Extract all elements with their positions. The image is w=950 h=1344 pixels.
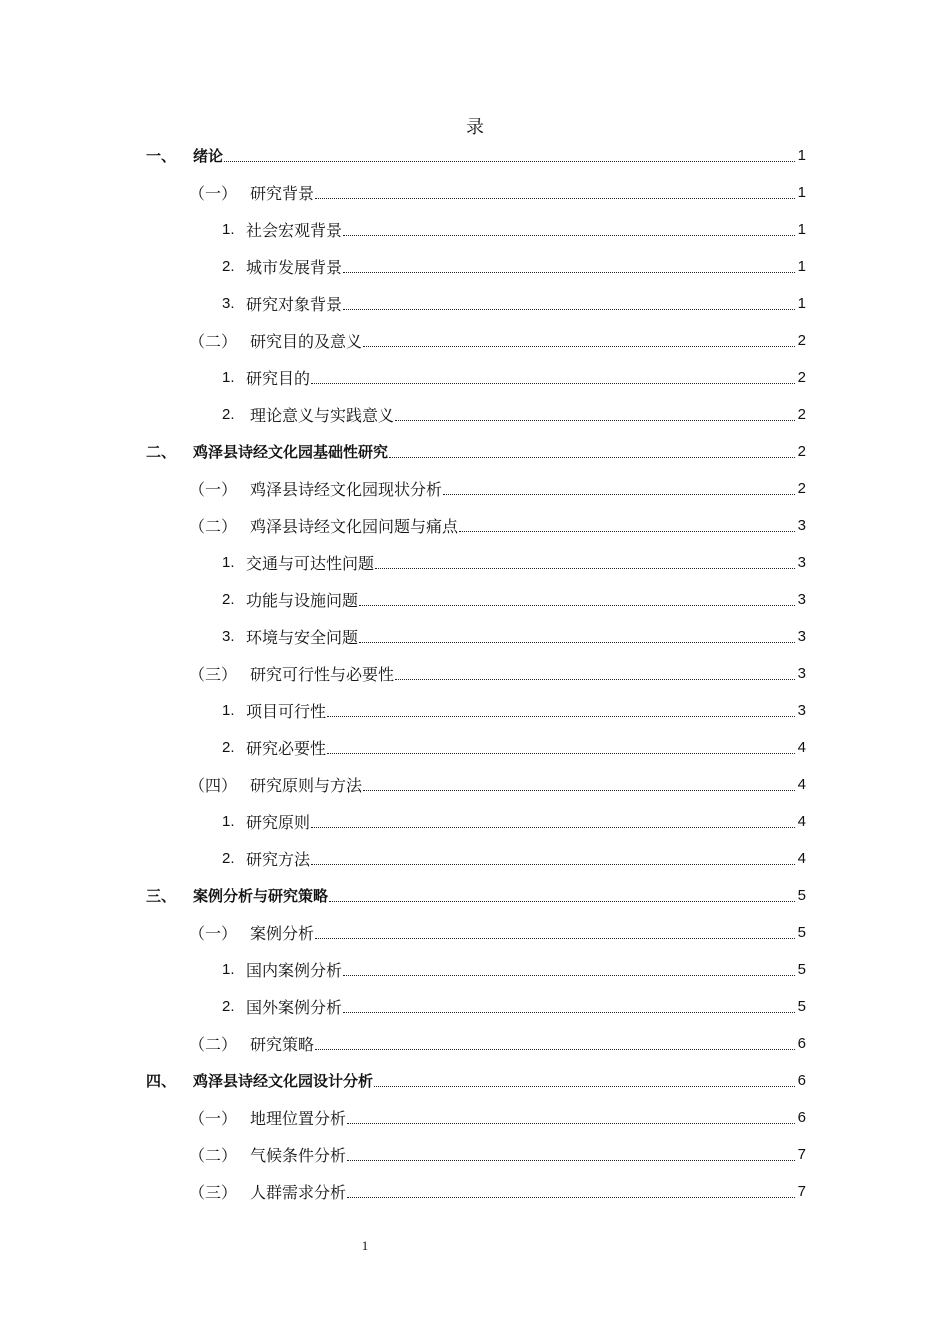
dot-leader [343,309,795,310]
toc-entry-label: 气候条件分析 [250,1146,347,1165]
dot-leader [359,605,795,606]
toc-entry-label: 绪论 [193,147,224,165]
toc-entry-level2[interactable] [0,914,950,951]
dot-leader [443,494,795,495]
toc-list [0,137,950,1210]
toc-entry-label: 研究原则 [246,813,311,832]
toc-entry-level3[interactable] [0,285,950,322]
toc-entry-page: 2 [797,369,806,386]
toc-entry-level1[interactable] [0,433,950,470]
toc-entry-page: 3 [797,517,806,534]
toc-entry-page: 4 [797,850,806,867]
toc-entry-level2[interactable] [0,507,950,544]
toc-entry-level2[interactable] [0,470,950,507]
dot-leader [315,198,795,199]
toc-entry-number: 1. [222,961,235,978]
dot-leader [347,1160,795,1161]
dot-leader [363,790,795,791]
toc-entry-number: 2. [222,739,235,756]
toc-entry-level2[interactable] [0,1099,950,1136]
toc-entry-label: 功能与设施问题 [246,591,359,610]
toc-entry-number: （一） [189,184,238,203]
toc-entry-level1[interactable] [0,877,950,914]
toc-entry-page: 5 [797,961,806,978]
dot-leader [395,420,795,421]
toc-entry-number: （一） [189,480,238,499]
toc-entry-label: 研究可行性与必要性 [250,665,395,684]
toc-entry-label: 社会宏观背景 [246,221,343,240]
toc-entry-label: 环境与安全问题 [246,628,359,647]
toc-entry-label: 城市发展背景 [246,258,343,277]
toc-entry-number: 2. [222,258,235,275]
toc-entry-number: （四） [189,776,238,795]
toc-entry-page: 7 [797,1183,806,1200]
dot-leader [311,383,795,384]
toc-entry-level3[interactable] [0,803,950,840]
toc-entry-page: 1 [797,295,806,312]
dot-leader [315,1049,795,1050]
toc-entry-level3[interactable] [0,988,950,1025]
toc-entry-page: 5 [797,887,806,904]
toc-entry-page: 3 [797,665,806,682]
toc-entry-number: 2. [222,998,235,1015]
toc-entry-label: 案例分析 [250,924,315,943]
toc-entry-level3[interactable] [0,396,950,433]
toc-entry-page: 6 [797,1035,806,1052]
dot-leader [459,531,795,532]
toc-entry-page: 2 [797,443,806,460]
dot-leader [329,901,795,902]
toc-entry-level2[interactable] [0,766,950,803]
toc-entry-label: 研究目的及意义 [250,332,363,351]
toc-entry-page: 3 [797,554,806,571]
toc-entry-level3[interactable] [0,729,950,766]
toc-entry-label: 项目可行性 [246,702,327,721]
dot-leader [311,864,795,865]
dot-leader [343,272,795,273]
toc-entry-number: 四、 [146,1072,177,1090]
toc-entry-page: 5 [797,998,806,1015]
dot-leader [375,568,795,569]
toc-entry-page: 6 [797,1109,806,1126]
dot-leader [347,1123,795,1124]
toc-entry-number: （一） [189,1109,238,1128]
toc-entry-number: 2. [222,850,235,867]
toc-entry-page: 4 [797,776,806,793]
toc-entry-page: 1 [797,221,806,238]
toc-entry-level2[interactable] [0,1173,950,1210]
toc-entry-label: 研究原则与方法 [250,776,363,795]
toc-entry-page: 1 [797,147,806,164]
dot-leader [347,1197,795,1198]
toc-entry-number: （二） [189,1035,238,1054]
dot-leader [327,753,795,754]
toc-entry-label: 地理位置分析 [250,1109,347,1128]
dot-leader [343,235,795,236]
toc-entry-level3[interactable] [0,248,950,285]
dot-leader [374,1086,795,1087]
toc-entry-number: （三） [189,665,238,684]
toc-entry-label: 研究背景 [250,184,315,203]
toc-entry-number: 二、 [146,443,177,461]
dot-leader [315,938,795,939]
toc-entry-page: 4 [797,739,806,756]
toc-entry-level2[interactable] [0,1025,950,1062]
toc-entry-number: 1. [222,813,235,830]
toc-title: 录 [466,117,484,138]
toc-entry-number: 3. [222,628,235,645]
toc-entry-level3[interactable] [0,581,950,618]
dot-leader [343,1012,795,1013]
dot-leader [343,975,795,976]
toc-entry-number: 1. [222,221,235,238]
toc-entry-number: （一） [189,924,238,943]
toc-entry-label: 国外案例分析 [246,998,343,1017]
toc-entry-label: 人群需求分析 [250,1183,347,1202]
toc-entry-level3[interactable] [0,840,950,877]
dot-leader [327,716,795,717]
toc-entry-level3[interactable] [0,211,950,248]
toc-entry-page: 6 [797,1072,806,1089]
toc-entry-label: 研究目的 [246,369,311,388]
toc-entry-level1[interactable] [0,1062,950,1099]
toc-entry-number: 一、 [146,147,177,165]
toc-entry-page: 1 [797,258,806,275]
toc-entry-label: 研究对象背景 [246,295,343,314]
toc-entry-level3[interactable] [0,544,950,581]
dot-leader [359,642,795,643]
toc-entry-number: 2. [222,406,235,423]
dot-leader [395,679,795,680]
toc-entry-page: 2 [797,406,806,423]
toc-entry-label: 研究方法 [246,850,311,869]
toc-entry-page: 7 [797,1146,806,1163]
toc-entry-label: 鸡泽县诗经文化园设计分析 [193,1072,374,1090]
toc-entry-level2[interactable] [0,174,950,211]
toc-entry-number: （二） [189,332,238,351]
toc-entry-number: （二） [189,1146,238,1165]
dot-leader [363,346,795,347]
toc-entry-label: 研究策略 [250,1035,315,1054]
toc-entry-number: 1. [222,702,235,719]
toc-entry-page: 1 [797,184,806,201]
toc-entry-number: 2. [222,591,235,608]
toc-entry-number: 1. [222,554,235,571]
toc-entry-label: 交通与可达性问题 [246,554,375,573]
toc-entry-level3[interactable] [0,359,950,396]
toc-entry-page: 2 [797,480,806,497]
toc-entry-label: 国内案例分析 [246,961,343,980]
toc-entry-page: 3 [797,591,806,608]
toc-entry-number: （二） [189,517,238,536]
toc-entry-label: 案例分析与研究策略 [193,887,329,905]
toc-entry-number: （三） [189,1183,238,1202]
toc-entry-level1[interactable] [0,137,950,174]
dot-leader [224,161,795,162]
toc-entry-level2[interactable] [0,655,950,692]
toc-entry-label: 鸡泽县诗经文化园现状分析 [250,480,443,499]
toc-entry-level2[interactable] [0,1136,950,1173]
toc-entry-page: 4 [797,813,806,830]
toc-entry-page: 2 [797,332,806,349]
toc-entry-label: 鸡泽县诗经文化园基础性研究 [193,443,389,461]
toc-entry-label: 鸡泽县诗经文化园问题与痛点 [250,517,459,536]
toc-entry-label: 研究必要性 [246,739,327,758]
dot-leader [389,457,795,458]
toc-entry-page: 3 [797,628,806,645]
toc-entry-level2[interactable] [0,322,950,359]
toc-entry-level3[interactable] [0,692,950,729]
toc-entry-page: 5 [797,924,806,941]
toc-entry-number: 3. [222,295,235,312]
toc-entry-number: 1. [222,369,235,386]
footer-page-number: 1 [361,1238,369,1253]
dot-leader [311,827,795,828]
toc-entry-label: 理论意义与实践意义 [250,406,395,425]
toc-entry-level3[interactable] [0,951,950,988]
toc-entry-page: 3 [797,702,806,719]
toc-entry-level3[interactable] [0,618,950,655]
toc-entry-number: 三、 [146,887,177,905]
